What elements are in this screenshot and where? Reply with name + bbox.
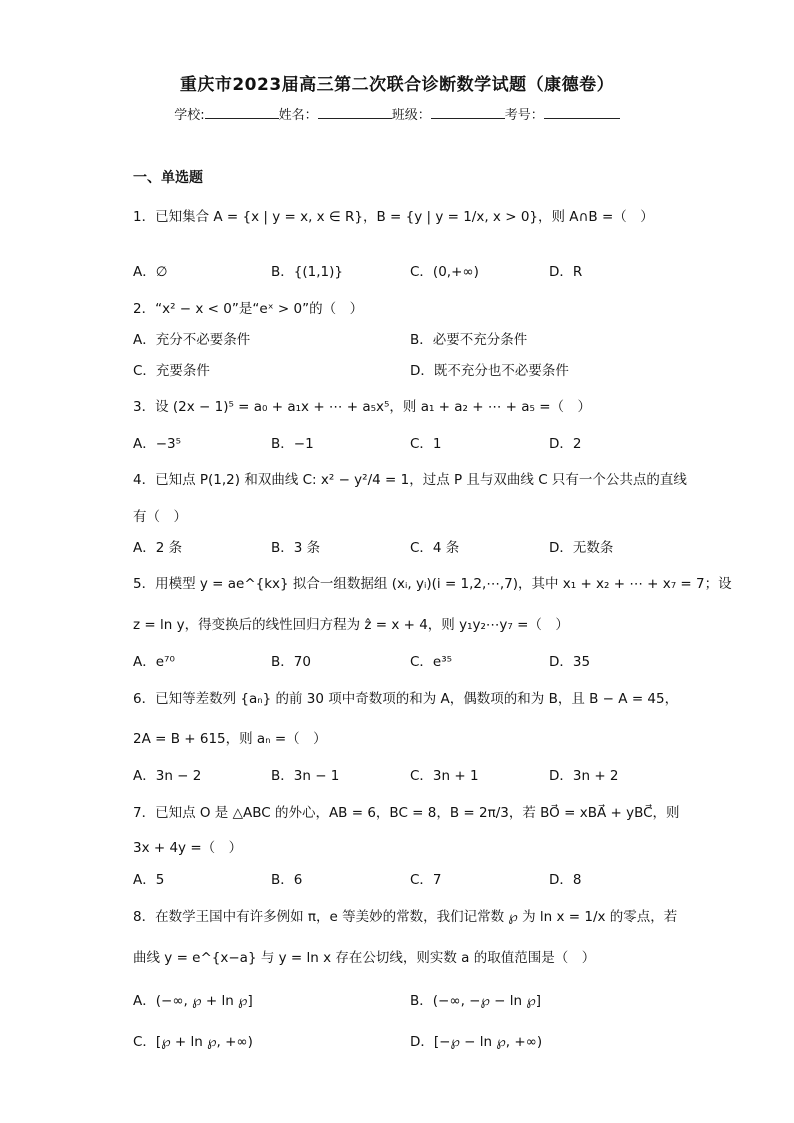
question-4-stem-line-2: 有（ ） bbox=[133, 509, 187, 525]
class-blank[interactable] bbox=[431, 104, 505, 119]
q1-option-b[interactable]: B．{(1,1)} bbox=[271, 264, 343, 280]
q6-option-d[interactable]: D．3n + 2 bbox=[549, 768, 619, 784]
question-6-stem-line-1: 6．已知等差数列 {aₙ} 的前 30 项中奇数项的和为 A，偶数项的和为 B，且 B − A = 45， bbox=[133, 691, 679, 707]
q7-option-a[interactable]: A．5 bbox=[133, 872, 165, 888]
name-label: 姓名： bbox=[278, 108, 318, 123]
exam-no-blank[interactable] bbox=[544, 104, 620, 119]
q5-option-c[interactable]: C．e³⁵ bbox=[410, 654, 453, 670]
q1-option-d[interactable]: D．R bbox=[549, 264, 583, 280]
q5-option-d[interactable]: D．35 bbox=[549, 654, 591, 670]
q5-option-b[interactable]: B．70 bbox=[271, 654, 311, 670]
q2-option-b[interactable]: B．必要不充分条件 bbox=[410, 332, 528, 348]
q3-option-a[interactable]: A．−3⁵ bbox=[133, 436, 182, 452]
question-6-stem-line-2: 2A = B + 615，则 aₙ =（ ） bbox=[133, 731, 327, 747]
q8-option-d[interactable]: D．[−℘ − ln ℘, +∞) bbox=[410, 1034, 543, 1050]
q2-option-a[interactable]: A．充分不必要条件 bbox=[133, 332, 251, 348]
school-label: 学校: bbox=[174, 108, 205, 123]
q3-option-d[interactable]: D．2 bbox=[549, 436, 582, 452]
school-blank[interactable] bbox=[205, 104, 279, 119]
exam-no-label: 考号： bbox=[504, 108, 544, 123]
question-3-stem: 3．设 (2x − 1)⁵ = a₀ + a₁x + ⋯ + a₅x⁵，则 a₁ + a₂ + ⋯ + a₅ =（ ） bbox=[133, 399, 592, 415]
class-label: 班级： bbox=[391, 108, 431, 123]
q2-option-d[interactable]: D．既不充分也不必要条件 bbox=[410, 363, 569, 379]
q7-option-c[interactable]: C．7 bbox=[410, 872, 442, 888]
section-title: 一、单选题 bbox=[133, 170, 203, 186]
q2-option-c[interactable]: C．充要条件 bbox=[133, 363, 210, 379]
q8-option-c[interactable]: C．[℘ + ln ℘, +∞) bbox=[133, 1034, 253, 1050]
q7-option-d[interactable]: D．8 bbox=[549, 872, 582, 888]
q6-option-a[interactable]: A．3n − 2 bbox=[133, 768, 202, 784]
name-blank[interactable] bbox=[318, 104, 392, 119]
q3-option-b[interactable]: B．−1 bbox=[271, 436, 314, 452]
q1-option-c[interactable]: C．(0,+∞) bbox=[410, 264, 479, 280]
question-8-stem-line-1: 8．在数学王国中有许多例如 π，e 等美妙的常数，我们记常数 ℘ 为 ln x = 1/x 的零点，若 bbox=[133, 909, 678, 925]
question-2-stem: 2．“x² − x < 0”是“eˣ > 0”的（ ） bbox=[133, 301, 364, 317]
q4-option-b[interactable]: B．3 条 bbox=[271, 540, 321, 556]
q6-option-b[interactable]: B．3n − 1 bbox=[271, 768, 340, 784]
question-5-stem-line-2: z = ln y，得变换后的线性回归方程为 ẑ = x + 4，则 y₁y₂⋯y₇ =（ ） bbox=[133, 617, 569, 633]
q7-option-b[interactable]: B．6 bbox=[271, 872, 303, 888]
question-7-stem-line-2: 3x + 4y =（ ） bbox=[133, 840, 243, 856]
q8-option-a[interactable]: A．(−∞, ℘ + ln ℘] bbox=[133, 993, 253, 1009]
q4-option-d[interactable]: D．无数条 bbox=[549, 540, 614, 556]
q3-option-c[interactable]: C．1 bbox=[410, 436, 442, 452]
exam-title: 重庆市2023届高三第二次联合诊断数学试题（康德卷） bbox=[179, 75, 615, 95]
student-info-row bbox=[0, 104, 794, 123]
q4-option-a[interactable]: A．2 条 bbox=[133, 540, 183, 556]
q8-option-b[interactable]: B．(−∞, −℘ − ln ℘] bbox=[410, 993, 542, 1009]
q1-option-a[interactable]: A．∅ bbox=[133, 264, 168, 280]
q4-option-c[interactable]: C．4 条 bbox=[410, 540, 460, 556]
question-4-stem-line-1: 4．已知点 P(1,2) 和双曲线 C: x² − y²/4 = 1，过点 P 且与双曲线 C 只有一个公共点的直线 bbox=[133, 472, 687, 488]
question-5-stem-line-1: 5．用模型 y = ae^{kx} 拟合一组数据组 (xᵢ, yᵢ)(i = 1,2,⋯,7)，其中 x₁ + x₂ + ⋯ + x₇ = 7；设 bbox=[133, 576, 732, 592]
q5-option-a[interactable]: A．e⁷⁰ bbox=[133, 654, 175, 670]
question-8-stem-line-2: 曲线 y = e^{x−a} 与 y = ln x 存在公切线，则实数 a 的取值范围是（ ） bbox=[133, 950, 596, 966]
question-1-stem: 1．已知集合 A = {x | y = x, x ∈ R}，B = {y | y = 1/x, x > 0}，则 A∩B =（ ） bbox=[133, 209, 654, 225]
question-7-stem-line-1: 7．已知点 O 是 △ABC 的外心，AB = 6，BC = 8，B = 2π/3，若 BO⃗ = xBA⃗ + yBC⃗，则 bbox=[133, 805, 680, 821]
q6-option-c[interactable]: C．3n + 1 bbox=[410, 768, 479, 784]
